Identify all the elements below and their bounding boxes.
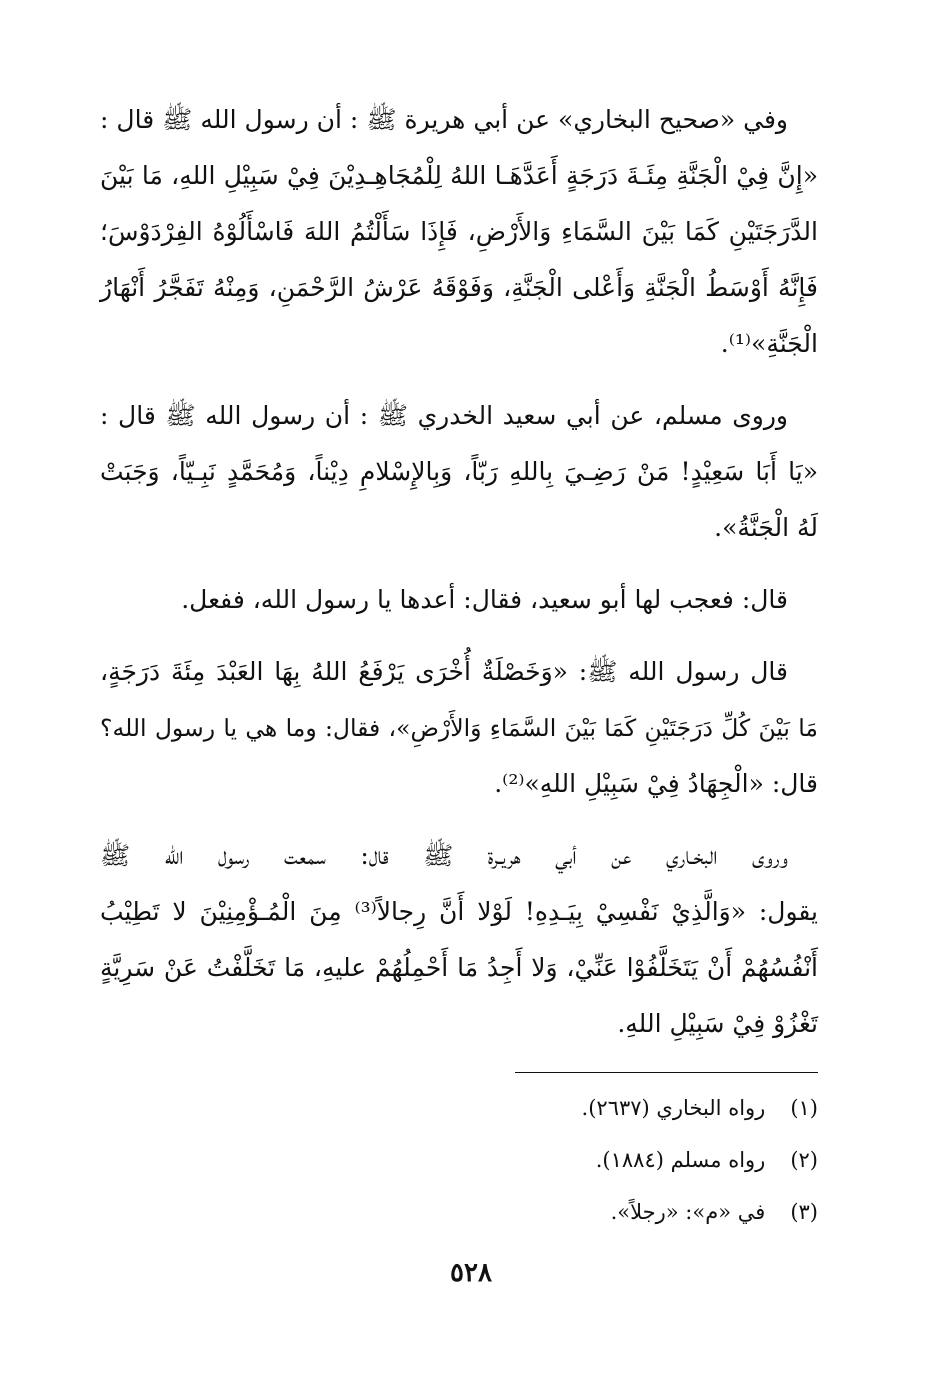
- text-line: قال: فعجب لها أبو سعيد، فقال: أعدها يا رسول الله، ففعل.: [181, 585, 788, 614]
- text-line: مَا بَيْنَ كُلِّ دَرَجَتَيْنِ كَمَا بَيْنَ السَّمَاءِ وَالأَرْضِ»، فقال: وما هي يا رسول الله؟: [100, 714, 818, 742]
- footnote-number: (١): [790, 1096, 818, 1120]
- footnote-number: (٣): [790, 1200, 818, 1224]
- text-line: وروى مسلم، عن أبي سعيد الخدري ﷺ : أن رسول الله ﷺ قال :: [100, 401, 788, 430]
- text-line: «يَا أَبَا سَعِيْدٍ! مَنْ رَضِـيَ بِاللهِ رَبّاً، وَبِالإِسْلامِ دِيْناً، وَمُحَمَّدٍ نَبِـيّاً، وَجَبَتْ: [100, 457, 818, 486]
- paragraph-bukhari-sariyya: [100, 828, 818, 1052]
- footnote-number: (٢): [790, 1148, 818, 1172]
- footnote-text: في «م»: «رجلاً».: [610, 1200, 766, 1224]
- paragraph-muslim-abu-said: [100, 388, 818, 556]
- footnote-1: [100, 1088, 818, 1140]
- text-line: الْجَنَّةِ»⁽¹⁾.: [720, 329, 818, 358]
- paragraph-jihad-degrees: [100, 644, 818, 812]
- text-line: قال: «الْجِهَادُ فِيْ سَبِيْلِ اللهِ»⁽²⁾.: [494, 769, 818, 798]
- footnote-text: رواه البخاري (٢٦٣٧).: [581, 1096, 766, 1120]
- footnote-2: [100, 1140, 818, 1192]
- text-line: «إِنَّ فِيْ الْجَنَّةِ مِئَـةَ دَرَجَةٍ أَعَدَّهَـا اللهُ لِلْمُجَاهِـدِيْنَ فِيْ سَبِيْلِ اللهِ، مَا بَيْنَ: [100, 161, 818, 190]
- paragraph-abu-said-reply: [100, 572, 818, 628]
- text-line: تَغْزُوْ فِيْ سَبِيْلِ اللهِ.: [617, 1009, 818, 1038]
- text-line: يقول: «وَالَّذِيْ نَفْسِيْ بِيَـدِهِ! لَوْلا أَنَّ رِجالاً⁽³⁾ مِنَ الْمُـؤْمِنِيْنَ لا تَطِيْبُ: [100, 897, 818, 926]
- text-line: قال رسول الله ﷺ: «وَخَصْلَةٌ أُخْرَى يَرْفَعُ اللهُ بِهَا العَبْدَ مِئَةَ دَرَجَةٍ،: [100, 657, 788, 686]
- text-line: وفي «صحيح البخاري» عن أبي هريرة ﷺ : أن رسول الله ﷺ قال :: [100, 105, 788, 134]
- text-line: وروى البخـاري عن أبي هريـرة ﷺ قال: سمعت رسول الله ﷺ: [100, 841, 788, 870]
- main-text: [100, 92, 818, 1052]
- footnotes: [100, 1088, 818, 1244]
- footnote-separator: [515, 1072, 818, 1073]
- text-line: لَهُ الْجَنَّةُ».: [714, 513, 818, 542]
- text-line: الدَّرَجَتَيْنِ كَمَا بَيْنَ السَّمَاءِ وَالأَرْضِ، فَإِذَا سَأَلْتُمُ اللهَ فَاسْأَلُوْهُ الفِرْدَوْسَ؛: [100, 217, 818, 246]
- text-line: فَإِنَّهُ أَوْسَطُ الْجَنَّةِ وَأَعْلى الْجَنَّةِ، وَفَوْقَهُ عَرْشُ الرَّحْمَنِ، وَمِنْهُ تَفَجَّرُ أَنْهَارُ: [100, 273, 818, 302]
- text-line: أَنْفُسُهُمْ أَنْ يَتَخَلَّفُوْا عَنِّيْ، وَلا أَجِدُ مَا أَحْمِلُهُمْ عليهِ، مَا تَخَلَّفْتُ عَنْ سَرِيَّةٍ: [100, 953, 818, 982]
- page-number: ٥٢٨: [450, 1258, 492, 1288]
- footnote-text: رواه مسلم (١٨٨٤).: [595, 1148, 766, 1172]
- footnote-3: [100, 1192, 818, 1244]
- paragraph-bukhari-firdaws: [100, 92, 818, 372]
